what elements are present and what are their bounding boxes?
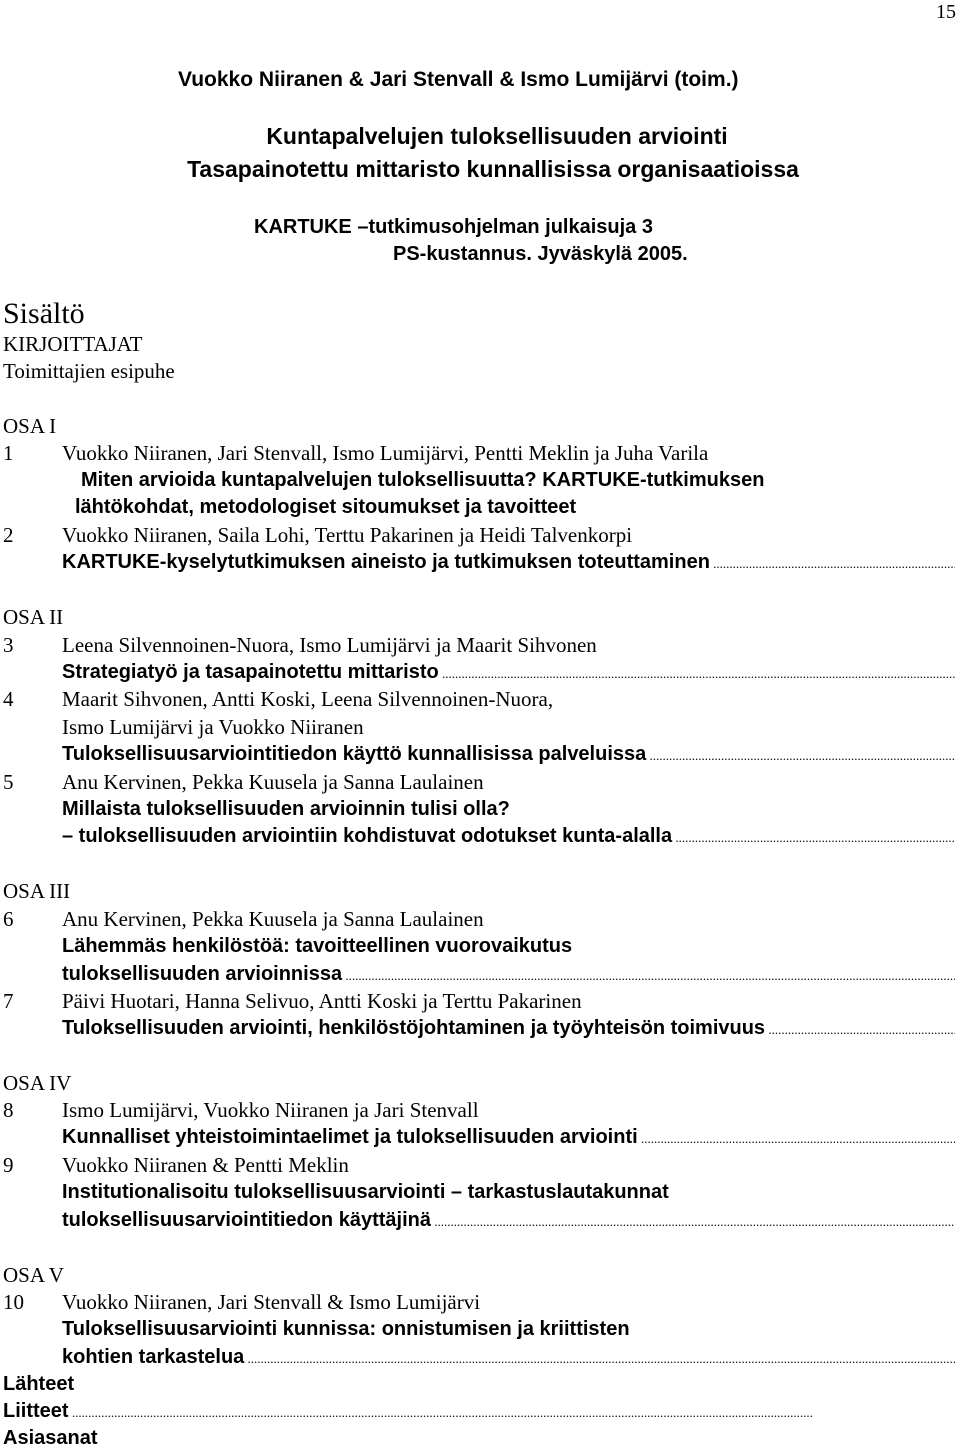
chapter-number: 8 (3, 1098, 14, 1122)
chapter-number: 10 (3, 1290, 24, 1314)
chapter-title[interactable]: Strategiatyö ja tasapainotettu mittaristo ..... (62, 659, 955, 687)
chapter-authors: Anu Kervinen, Pekka Kuusela ja Sanna Laulainen (62, 770, 484, 794)
book-title-line-2: Tasapainotettu mittaristo kunnallisissa organisaatioissa (187, 156, 799, 182)
chapter-title[interactable]: Millaista tuloksellisuuden arvioinnin tulisi olla? (62, 798, 510, 820)
book-series: KARTUKE –tutkimusohjelman julkaisuja 3 (254, 216, 653, 238)
back-matter-index[interactable]: Asiasanat (3, 1427, 98, 1449)
book-title-line-1: Kuntapalvelujen tuloksellisuuden arviointi (266, 123, 728, 149)
chapter-title-continued[interactable]: – tuloksellisuuden arviointiin kohdistuvat odotukset kunta-alalla ..... (62, 823, 955, 851)
back-matter-appendices[interactable]: Liitteet ..... (3, 1398, 955, 1426)
front-matter-authors[interactable]: KIRJOITTAJAT (3, 332, 143, 356)
chapter-number: 3 (3, 633, 14, 657)
chapter-authors: Vuokko Niiranen, Jari Stenvall, Ismo Lumijärvi, Pentti Meklin ja Juha Varila (62, 441, 709, 465)
front-matter-preface[interactable]: Toimittajien esipuhe (3, 359, 175, 383)
chapter-title[interactable]: Miten arvioida kuntapalvelujen tuloksellisuutta? KARTUKE-tutkimuksen (81, 469, 765, 491)
page-number: 15 (936, 1, 956, 23)
chapter-number: 6 (3, 907, 14, 931)
chapter-number: 4 (3, 687, 14, 711)
chapter-title[interactable]: KARTUKE-kyselytutkimuksen aineisto ja tutkimuksen toteuttaminen ..... (62, 549, 955, 577)
chapter-authors: Anu Kervinen, Pekka Kuusela ja Sanna Laulainen (62, 907, 484, 931)
part-label: OSA II (3, 605, 64, 629)
chapter-title-continued[interactable]: tuloksellisuusarviointitiedon käyttäjinä ..... (62, 1207, 955, 1235)
book-editors: Vuokko Niiranen & Jari Stenvall & Ismo Lumijärvi (toim.) (178, 68, 739, 91)
part-label: OSA I (3, 414, 57, 438)
chapter-authors: Maarit Sihvonen, Antti Koski, Leena Silvennoinen-Nuora, (62, 687, 554, 711)
part-label: OSA IV (3, 1071, 72, 1095)
chapter-title-continued[interactable]: kohtien tarkastelua ..... (62, 1344, 955, 1372)
chapter-title[interactable]: Lähemmäs henkilöstöä: tavoitteellinen vuorovaikutus (62, 935, 573, 957)
chapter-title[interactable]: Kunnalliset yhteistoimintaelimet ja tuloksellisuuden arviointi ..... (62, 1124, 955, 1152)
part-label: OSA V (3, 1263, 64, 1287)
chapter-number: 7 (3, 989, 14, 1013)
chapter-number: 5 (3, 770, 14, 794)
chapter-authors: Leena Silvennoinen-Nuora, Ismo Lumijärvi ja Maarit Sihvonen (62, 633, 597, 657)
chapter-title-continued[interactable]: tuloksellisuuden arvioinnissa ..... (62, 961, 955, 989)
book-publisher: PS-kustannus. Jyväskylä 2005. (393, 243, 688, 265)
chapter-number: 2 (3, 523, 14, 547)
chapter-title[interactable]: Tuloksellisuusarviointi kunnissa: onnistumisen ja kriittisten (62, 1318, 630, 1340)
chapter-authors: Vuokko Niiranen, Saila Lohi, Terttu Pakarinen ja Heidi Talvenkorpi (62, 523, 633, 547)
chapter-number: 1 (3, 441, 14, 465)
chapter-authors: Vuokko Niiranen & Pentti Meklin (62, 1153, 349, 1177)
back-matter-references[interactable]: Lähteet (3, 1373, 75, 1395)
chapter-authors: Päivi Huotari, Hanna Selivuo, Antti Koski ja Terttu Pakarinen (62, 989, 582, 1013)
chapter-authors-continued: Ismo Lumijärvi ja Vuokko Niiranen (62, 715, 364, 739)
chapter-title[interactable]: Institutionalisoitu tuloksellisuusarviointi – tarkastuslautakunnat (62, 1181, 669, 1203)
part-label: OSA III (3, 879, 71, 903)
chapter-title-continued[interactable]: lähtökohdat, metodologiset sitoumukset ja tavoitteet (75, 496, 577, 518)
chapter-title[interactable]: Tuloksellisuuden arviointi, henkilöstöjohtaminen ja työyhteisön toimivuus ..... (62, 1015, 955, 1043)
chapter-authors: Vuokko Niiranen, Jari Stenvall & Ismo Lumijärvi (62, 1290, 481, 1314)
toc-heading: Sisältö (3, 297, 85, 330)
chapter-title[interactable]: Tuloksellisuusarviointitiedon käyttö kunnallisissa palveluissa ..... (62, 741, 955, 769)
chapter-number: 9 (3, 1153, 14, 1177)
chapter-authors: Ismo Lumijärvi, Vuokko Niiranen ja Jari Stenvall (62, 1098, 479, 1122)
